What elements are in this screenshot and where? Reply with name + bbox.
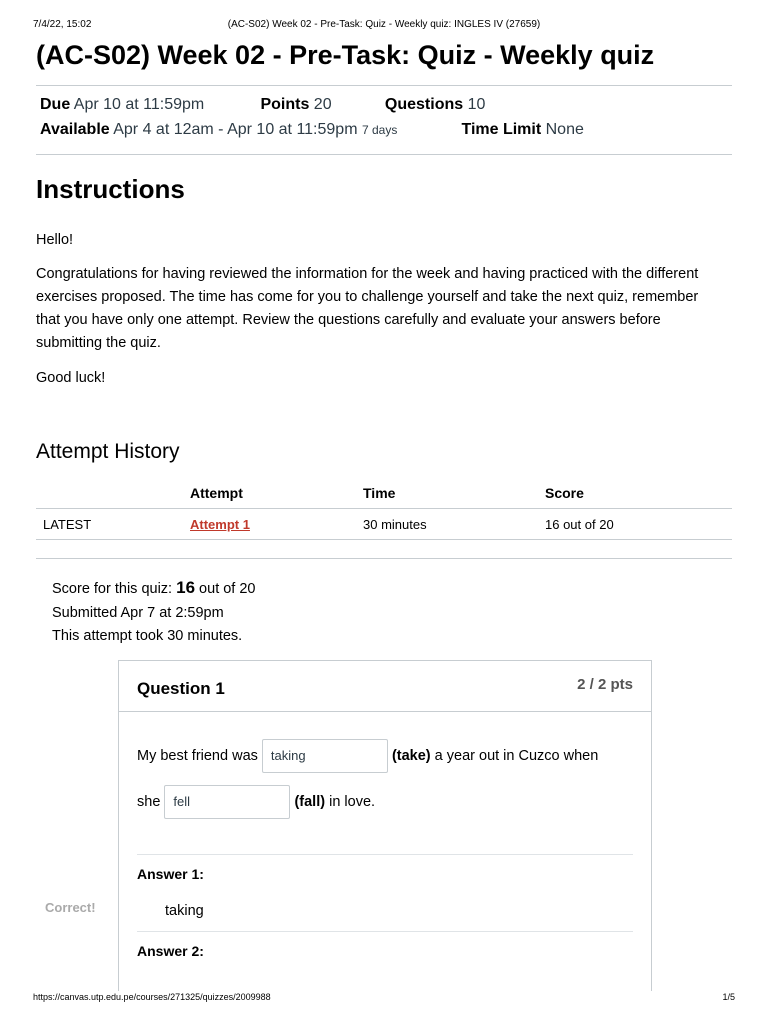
instructions-body: Congratulations for having reviewed the information for the week and having practiced with the different exercises proposed. The time has come for you to challenge yourself and take the next quiz, remember that you have only one attempt. Review the questions carefully and evaluate your answers before submitting the quiz. [36,266,699,351]
time-limit-label: Time Limit [461,121,542,138]
answer-1-value: taking [165,903,204,919]
correct-answer-flag: Correct! [45,900,96,915]
duration-text: This attempt took 30 minutes. [52,628,243,644]
attempt-1-link[interactable]: Attempt 1 [190,517,250,532]
questions-detail [385,96,485,114]
question-1-card [118,660,652,991]
points-detail [260,96,380,114]
question-name: Question 1 [137,679,225,698]
time-limit-detail [461,121,583,139]
verb-hint: (take) [391,747,431,764]
points-label: Points [260,96,310,113]
questions-value: 10 [467,96,486,113]
blank-1-value: taking [270,748,306,763]
divider [36,85,732,86]
quiz-score [52,578,256,598]
score-suffix: out of 20 [195,581,256,597]
answer-2-label: Answer 2: [137,943,204,959]
print-title: (AC-S02) Week 02 - Pre-Task: Quiz - Weekly quiz: INGLES IV (27659) [227,19,541,30]
question-text: she [137,793,161,810]
question-text-line-2 [137,785,375,819]
questions-label: Questions [384,96,464,113]
divider [137,854,633,855]
divider [36,558,732,559]
quiz-details-row-1 [40,96,485,114]
print-page-number: 1/5 [722,992,735,1002]
question-text: My best friend was [137,747,258,764]
column-header-attempt: Attempt [190,485,243,501]
page-title: (AC-S02) Week 02 - Pre-Task: Quiz - Weekly quiz [36,40,655,70]
answer-blank-2[interactable] [164,785,290,819]
answer-1-label: Answer 1: [137,866,204,882]
instructions-greeting: Hello! [36,232,74,248]
divider [36,154,732,155]
print-url: https://canvas.utp.edu.pe/courses/271325/quizzes/2009988 [33,992,271,1002]
available-label: Available [40,121,110,138]
table-header-row [36,478,732,509]
attempt-history-table [36,478,732,540]
row-score: 16 out of 20 [545,517,614,532]
submitted-text: Submitted Apr 7 at 2:59pm [52,605,224,621]
question-text-line-1 [137,739,598,773]
blank-2-value: fell [173,794,191,809]
question-header [119,661,651,712]
row-time: 30 minutes [363,517,427,532]
quiz-details-row-2 [40,121,584,139]
available-value: Apr 4 at 12am - Apr 10 at 11:59pm [113,121,358,138]
score-prefix: Score for this quiz: [52,581,177,597]
instructions-closing: Good luck! [36,370,106,386]
question-text: a year out in Cuzco when [434,747,599,764]
divider [137,931,633,932]
attempt-history-heading: Attempt History [36,440,180,463]
points-value: 20 [313,96,332,113]
available-span: 7 days [361,123,398,137]
due-value: Apr 10 at 11:59pm [73,96,205,113]
score-value: 16 [176,578,196,597]
available-detail [40,121,457,139]
verb-hint: (fall) [294,793,326,810]
column-header-time: Time [363,485,396,501]
print-date: 7/4/22, 15:02 [33,19,92,30]
table-row [36,509,732,540]
row-label: LATEST [43,517,92,532]
due-detail [40,96,256,114]
instructions-heading: Instructions [36,174,185,204]
question-points: 2 / 2 pts [577,676,633,693]
due-label: Due [40,96,71,113]
time-limit-value: None [545,121,584,138]
answer-blank-1[interactable] [262,739,388,773]
column-header-score: Score [545,485,584,501]
question-text: in love. [329,793,376,810]
